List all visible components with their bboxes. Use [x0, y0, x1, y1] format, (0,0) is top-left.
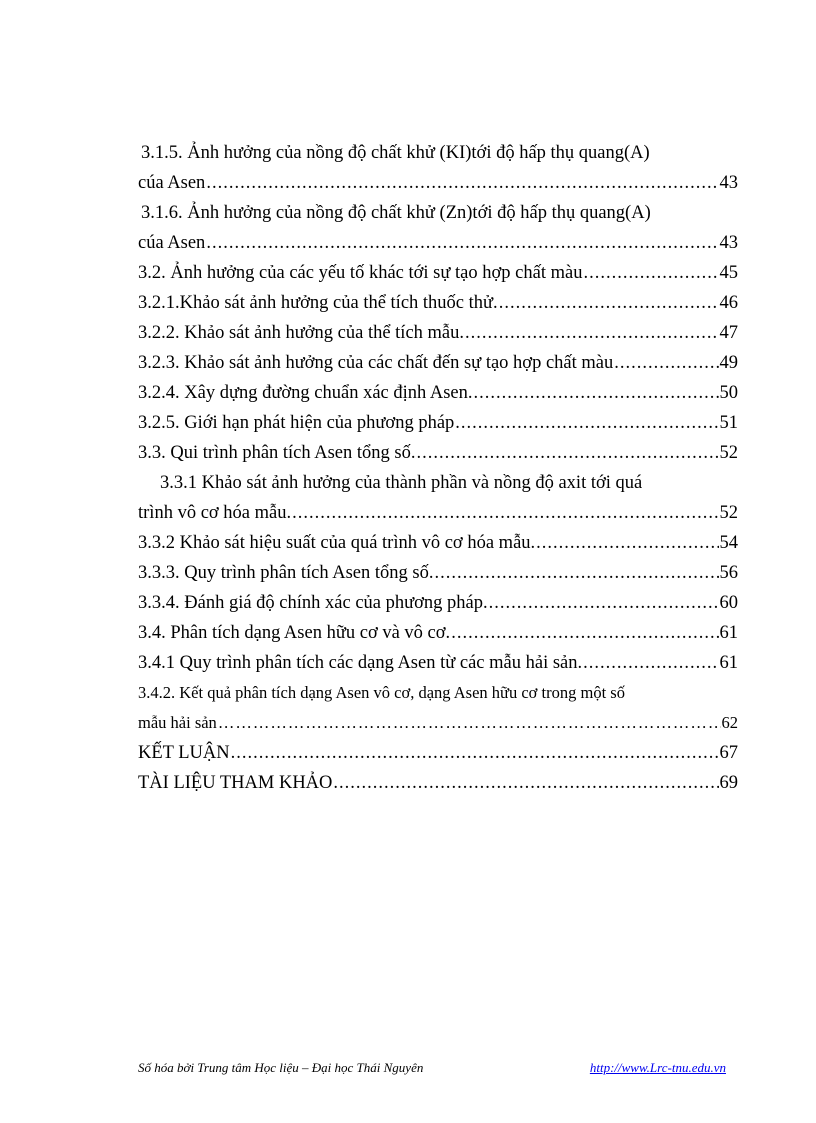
toc-entry-title: 3.1.6. Ảnh hưởng của nồng độ chất khử (Zn)tới độ hấp thụ quang(A): [141, 203, 651, 223]
toc-entry-title-cont: cúa Asen: [138, 233, 206, 253]
toc-page-number: 43: [719, 173, 738, 193]
toc-entry-3-1-6-line1[interactable]: [138, 198, 738, 228]
toc-entry-3-2-5[interactable]: [138, 408, 738, 438]
toc-entry-title: 3.3.3. Quy trình phân tích Asen tổng số.: [138, 563, 434, 583]
toc-entry-ket-luan[interactable]: [138, 738, 738, 768]
toc-entry-title: 3.4.1 Quy trình phân tích các dạng Asen từ các mẫu hải sản.: [138, 653, 583, 673]
toc-page-number: 54: [719, 533, 738, 553]
toc-entry-title: 3.3.4. Đánh giá độ chính xác của phương pháp.: [138, 593, 488, 613]
toc-page-number: 43: [719, 233, 738, 253]
table-of-contents: [138, 138, 738, 798]
footer-url-link[interactable]: http://www.Lrc-tnu.edu.vn: [589, 1060, 726, 1075]
toc-entry-title-cont: cúa Asen: [138, 173, 206, 193]
toc-page-number: 50: [719, 383, 738, 403]
toc-entry-3-3-1-line1[interactable]: [138, 468, 738, 498]
toc-entry-title-cont: trình vô cơ hóa mẫu.: [138, 503, 292, 523]
toc-entry-3-1-6-line2[interactable]: [138, 228, 738, 258]
toc-page-number: 52: [719, 503, 738, 523]
toc-entry-3-4-1[interactable]: [138, 648, 738, 678]
toc-entry-title: 3.2.2. Khảo sát ảnh hưởng của thể tích mẫu.: [138, 323, 465, 343]
toc-entry-3-2-4[interactable]: [138, 378, 738, 408]
toc-entry-3-2[interactable]: [138, 258, 738, 288]
toc-entry-3-3-4[interactable]: [138, 588, 738, 618]
toc-entry-3-2-3[interactable]: [138, 348, 738, 378]
toc-entry-3-4-2-line1[interactable]: [138, 678, 738, 708]
toc-entry-3-3[interactable]: [138, 438, 738, 468]
toc-entry-3-1-5-line2[interactable]: [138, 168, 738, 198]
page-footer: [138, 1060, 726, 1076]
toc-leader-dots: [434, 558, 718, 588]
toc-entry-title: 3.2.3. Khảo sát ảnh hưởng của các chất đến sự tạo hợp chất màu: [138, 353, 614, 373]
toc-entry-title: 3.4. Phân tích dạng Asen hữu cơ và vô cơ.: [138, 623, 451, 643]
toc-entry-tai-lieu[interactable]: [138, 768, 738, 798]
toc-page-number: 61: [719, 653, 738, 673]
toc-leader-dots: [474, 378, 719, 408]
toc-entry-title: 3.2. Ảnh hưởng của các yếu tố khác tới sự tạo hợp chất màu: [138, 263, 583, 283]
toc-page-number: 67: [719, 743, 738, 763]
toc-page-number: 69: [719, 773, 738, 793]
toc-entry-title: 3.2.4. Xây dựng đường chuẩn xác định Asen.: [138, 383, 473, 403]
toc-leader-dots: [218, 708, 721, 738]
toc-leader-dots: [536, 528, 718, 558]
toc-page-number: 52: [719, 443, 738, 463]
toc-entry-3-3-2[interactable]: [138, 528, 738, 558]
toc-leader-dots: [499, 288, 719, 318]
toc-entry-3-4-2-line2[interactable]: [138, 708, 738, 738]
toc-entry-3-1-5-line1[interactable]: [138, 138, 738, 168]
toc-page-number: 51: [719, 413, 738, 433]
toc-entry-title: 3.2.5. Giới hạn phát hiện của phương pháp: [138, 413, 455, 433]
toc-entry-title: 3.4.2. Kết quả phân tích dạng Asen vô cơ, dạng Asen hữu cơ trong một số: [138, 683, 625, 702]
footer-credit: Số hóa bởi Trung tâm Học liệu – Đại học Thái Nguyên: [138, 1060, 424, 1075]
toc-entry-title: 3.1.5. Ảnh hưởng của nồng độ chất khử (KI)tới độ hấp thụ quang(A): [141, 143, 650, 163]
toc-page-number: 46: [719, 293, 738, 313]
toc-leader-dots: [206, 168, 718, 198]
toc-leader-dots: [451, 618, 718, 648]
toc-leader-dots: [583, 648, 718, 678]
toc-leader-dots: [292, 498, 718, 528]
toc-entry-3-2-1[interactable]: [138, 288, 738, 318]
toc-leader-dots: [416, 438, 718, 468]
toc-entry-title: TÀI LIỆU THAM KHẢO: [138, 773, 333, 793]
toc-page-number: 62: [721, 713, 738, 732]
toc-entry-title: KẾT LUẬN: [138, 743, 230, 763]
toc-entry-3-3-1-line2[interactable]: [138, 498, 738, 528]
toc-entry-3-3-3[interactable]: [138, 558, 738, 588]
toc-page-number: 45: [719, 263, 738, 283]
toc-entry-title: 3.3. Qui trình phân tích Asen tổng số.: [138, 443, 416, 463]
toc-leader-dots: [231, 738, 719, 768]
toc-entry-title-cont: mẫu hải sản: [138, 713, 217, 732]
toc-leader-dots: [489, 588, 719, 618]
toc-entry-3-2-2[interactable]: [138, 318, 738, 348]
toc-leader-dots: [455, 408, 718, 438]
toc-page-number: 61: [719, 623, 738, 643]
toc-page-number: 60: [719, 593, 738, 613]
toc-entry-title: 3.3.2 Khảo sát hiệu suất của quá trình vô cơ hóa mẫu.: [138, 533, 536, 553]
toc-page-number: 47: [719, 323, 738, 343]
toc-page-number: 49: [719, 353, 738, 373]
toc-page-number: 56: [719, 563, 738, 583]
toc-leader-dots: [614, 348, 718, 378]
toc-leader-dots: [583, 258, 718, 288]
toc-leader-dots: [465, 318, 718, 348]
toc-leader-dots: [206, 228, 718, 258]
toc-leader-dots: [333, 768, 718, 798]
toc-entry-3-4[interactable]: [138, 618, 738, 648]
toc-entry-title: 3.3.1 Khảo sát ảnh hưởng của thành phần và nồng độ axit tới quá: [160, 473, 643, 493]
toc-entry-title: 3.2.1.Khảo sát ảnh hưởng của thể tích thuốc thử.: [138, 293, 498, 313]
